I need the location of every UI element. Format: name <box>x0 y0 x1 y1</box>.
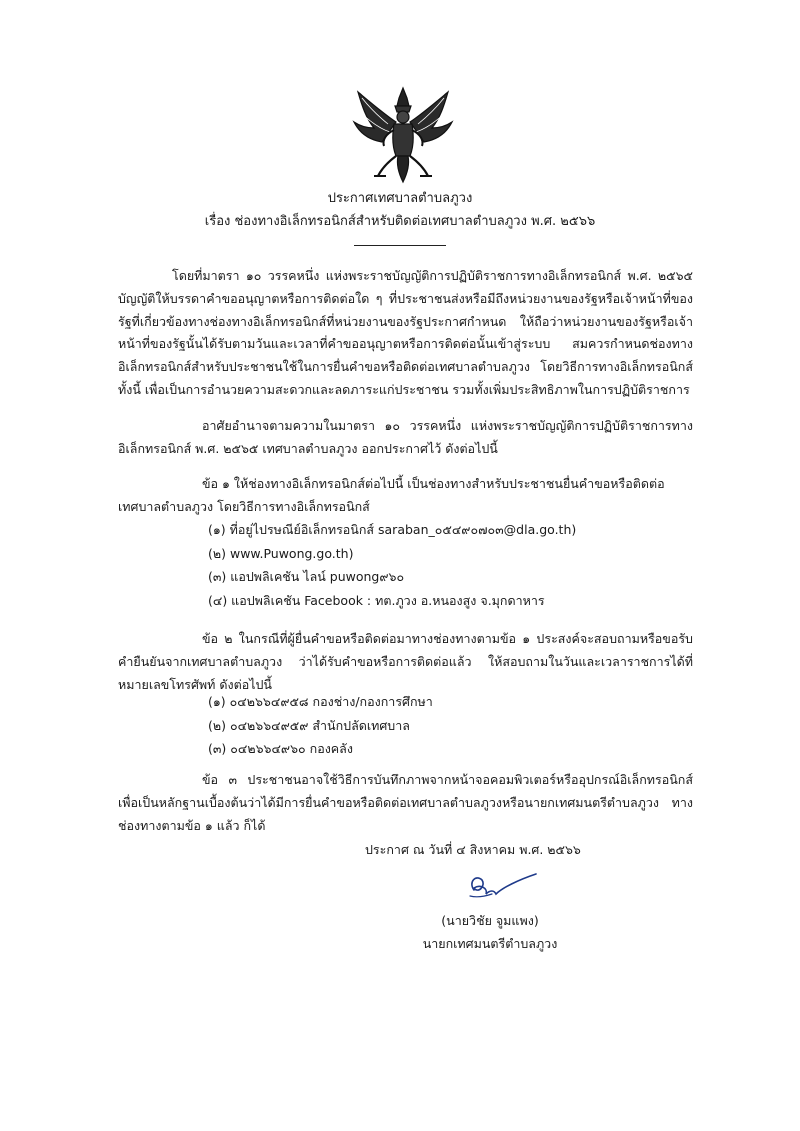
announced-date: ประกาศ ณ วันที่ ๔ สิงหาคม พ.ศ. ๒๕๖๖ <box>365 842 581 857</box>
signer-name: (นายวิชัย จูมแพง) <box>441 913 539 928</box>
channel-list <box>208 518 576 612</box>
list-item: (๑) ๐๔๒๖๖๔๙๕๘ กองช่าง/กองการศึกษา <box>208 694 433 709</box>
announcement-title <box>0 187 800 233</box>
authority-paragraph: อาศัยอำนาจตามความในมาตรา ๑๐ วรรคหนึ่ง แห่งพระราชบัญญัติการปฏิบัติราชการทางอิเล็กทรอนิกส์ พ.ศ. ๒๕๖๕ เทศบาลตำบลภูวง ออกประกาศไว้ ดังต่อไปนี้ <box>118 418 693 456</box>
garuda-emblem-icon <box>348 84 458 184</box>
phone-list <box>208 690 433 761</box>
list-item: (๒) www.Puwong.go.th) <box>208 545 354 561</box>
clause-3: ข้อ ๓ ประชาชนอาจใช้วิธีการบันทึกภาพจากหน้าจอคอมพิวเตอร์หรืออุปกรณ์อิเล็กทรอนิกส์ เพื่อเป็นหลักฐานเบื้องต้นว่าได้มีการยื่นคำขอหรือติดต่อเทศบาลตำบลภูวงหรือนายกเทศมนตรีตำบลภูวง ทางช่องทางตามข้อ ๑ แล้ว ก็ได้ <box>118 772 693 833</box>
signer-block <box>410 909 570 955</box>
preamble-paragraph: โดยที่มาตรา ๑๐ วรรคหนึ่ง แห่งพระราชบัญญัติการปฏิบัติราชการทางอิเล็กทรอนิกส์ พ.ศ. ๒๕๖๕ บัญญัติให้บรรดาคำขออนุญาตหรือการติดต่อใด ๆ ที่ประชาชนส่งหรือมีถึงหน่วยงานของรัฐหรือเจ้าหน้าที่ของรัฐที่เกี่ยวข้องทางช่องทางอิเล็กทรอนิกส์ที่หน่วยงานของรัฐประกาศกำหนด ให้ถือว่าหน่วยงานของรัฐหรือเจ้าหน้าที่ของรัฐนั้นได้รับตามวันและเวลาที่คำขออนุญาตหรือการติดต่อนั้นเข้าสู่ระบบ สมควรกำหนดช่องทางอิเล็กทรอนิกส์สำหรับประชาชนใช้ในการยื่นคำขอหรือติดต่อเทศบาลตำบลภูวง โดยวิธีการทางอิเล็กทรอนิกส์ ทั้งนี้ เพื่อเป็นการอำนวยความสะดวกและลดภาระแก่ประชาชน รวมทั้งเพิ่มประสิทธิภาพในการปฏิบัติราชการ <box>118 268 693 397</box>
list-item: (๑) ที่อยู่ไปรษณีย์อิเล็กทรอนิกส์ saraban_๐๕๔๙๐๗๐๓@dla.go.th) <box>208 522 577 537</box>
clause-2: ข้อ ๒ ในกรณีที่ผู้ยื่นคำขอหรือติดต่อมาทางช่องทางตามข้อ ๑ ประสงค์จะสอบถามหรือขอรับคำยืนยันจากเทศบาลตำบลภูวง ว่าได้รับคำขอหรือการติดต่อแล้ว ให้สอบถามในวันและเวลาราชการได้ที่หมายเลขโทรศัพท์ ดังต่อไปนี้ <box>118 631 693 692</box>
list-item: (๒) ๐๔๒๖๖๔๙๕๙ สำนักปลัดเทศบาล <box>208 717 410 733</box>
title-divider <box>354 245 446 246</box>
list-item: (๓) แอปพลิเคชัน ไลน์ puwong๙๖๐ <box>208 569 405 584</box>
title-line-1: ประกาศเทศบาลตำบลภูวง <box>327 191 473 206</box>
list-item: (๓) ๐๔๒๖๖๔๙๖๐ กองคลัง <box>208 741 353 756</box>
clause-1: ข้อ ๑ ให้ช่องทางอิเล็กทรอนิกส์ต่อไปนี้ เป็นช่องทางสำหรับประชาชนยื่นคำขอหรือติดต่อเทศบาลตำบลภูวง โดยวิธีการทางอิเล็กทรอนิกส์ <box>118 476 665 514</box>
title-line-2: เรื่อง ช่องทางอิเล็กทรอนิกส์สำหรับติดต่อเทศบาลตำบลภูวง พ.ศ. ๒๕๖๖ <box>204 214 596 229</box>
handwritten-signature-icon <box>462 868 542 904</box>
list-item: (๔) แอปพลิเคชัน Facebook : ทต.ภูวง อ.หนองสูง จ.มุกดาหาร <box>208 592 545 608</box>
signer-title: นายกเทศมนตรีตำบลภูวง <box>422 936 558 951</box>
